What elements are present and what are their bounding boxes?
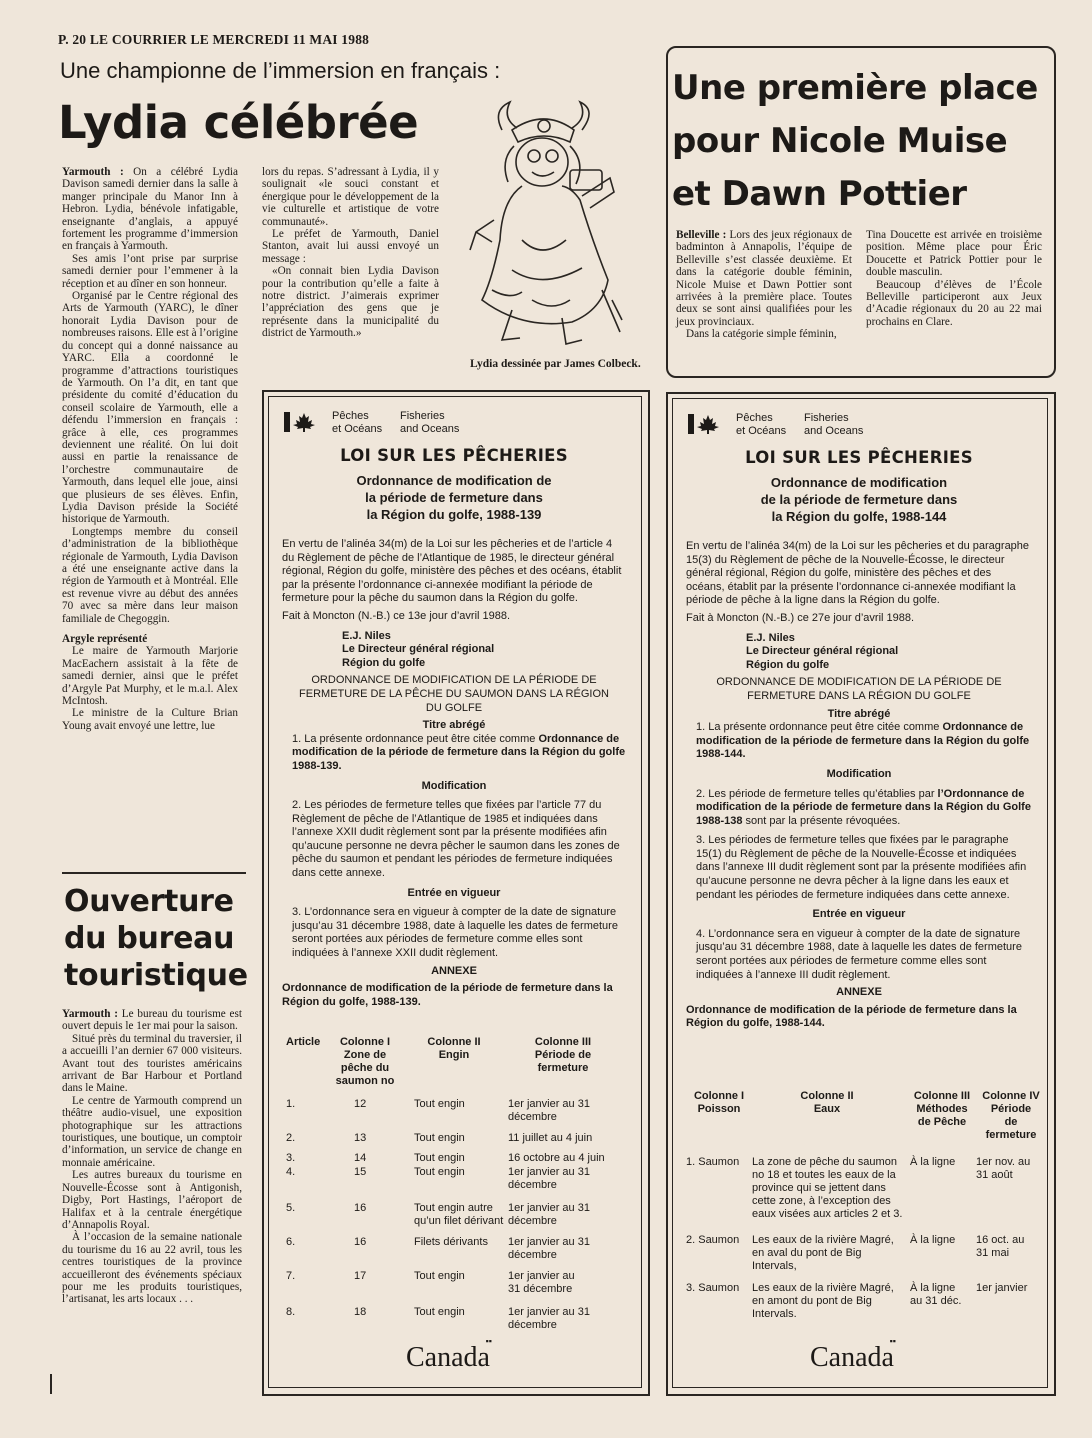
date-line: Fait à Moncton (N.-B.) ce 27e jour d’avril 1988. (686, 611, 915, 624)
heading-annexe: ANNEXE (431, 964, 477, 977)
annexe-title: Ordonnance de modification de la période de fermeture dans la Région du golfe, 1988-139. (282, 982, 613, 1008)
header-line: Poisson (697, 1103, 741, 1115)
cell-line: À la ligne (910, 1234, 956, 1246)
table-cell (286, 1270, 295, 1283)
cell-line: 11 juillet au 4 juin (508, 1132, 593, 1144)
dept-line: Fisheries (804, 412, 849, 424)
table-cell (414, 1152, 465, 1165)
masthead: P. 20 LE COURRIER LE MERCREDI 11 MAI 1988 (58, 32, 370, 47)
lydia-column-1 (62, 166, 238, 732)
cell-line: décembre (508, 1215, 557, 1227)
headline-line: Une première place (672, 68, 1038, 108)
paragraph: Les autres bureaux du tourisme en Nouvelle-Écosse sont à Antigonish, Digby, Port Hastings, l’aéroport de Halifax et à la centrale énergétique d’Annapolis Royal. (62, 1169, 242, 1231)
table-cell (414, 1236, 488, 1249)
table-cell (508, 1098, 590, 1124)
cell-line: 5. (286, 1202, 296, 1214)
paragraph: Tina Doucette est arrivée en troisième position. Même place pour Éric Doucette et Patrick Pottier pour le double masculin. (866, 229, 1042, 279)
signatory-line: Le Directeur général régional (746, 645, 899, 658)
tourisme-column (62, 1008, 242, 1306)
badminton-column-1 (676, 229, 852, 341)
item-3: 3. L’ordonnance sera en vigueur à compter de la date de signature jusqu’au 31 décembre 1988, date à laquelle les dates de fermeture seront portées aux périodes de fermeture comme elles sont indiquées à l’annexe XXII dudit règlement. (292, 906, 618, 960)
cell-line: 1. (286, 1098, 296, 1110)
cell-line: Intervals. (752, 1308, 797, 1320)
cell-line: 7. (286, 1270, 296, 1282)
order-title-line: de la période de fermeture dans (760, 492, 958, 507)
header-line: Engin (438, 1049, 470, 1061)
table-cell (752, 1234, 894, 1273)
cell-line: qu’un filet dérivant (414, 1215, 504, 1227)
table-cell (910, 1156, 955, 1169)
cell-line: 1er nov. au (976, 1156, 1031, 1168)
item-4: 4. L’ordonnance sera en vigueur à compter de la date de signature jusqu’au 31 décembre 1988, date à laquelle les dates de fermeture seront portées aux périodes de fermeture comme elles sont indiquées à l’annexe III dudit règlement. (696, 927, 1022, 981)
cell-line: en aval du pont de Big (752, 1247, 862, 1259)
dept-name-en (400, 410, 459, 436)
cell-line: 1er janvier au 31 (508, 1306, 590, 1318)
cell-line: À la ligne (910, 1156, 956, 1168)
order-title-line: la Région du golfe, 1988-139 (366, 507, 542, 522)
cell-line: 1er janvier au (508, 1270, 575, 1282)
cell-line: 16 oct. au (976, 1234, 1025, 1246)
header-line: Méthodes (916, 1103, 968, 1115)
heading-titre-abrege: Titre abrégé (422, 719, 486, 732)
paragraph: Beaucoup d’élèves de l’École Belleville participeront aux Jeux d’Acadie régionaux du 20 au 22 mai prochains en Clare. (866, 278, 1042, 328)
cell-line: 15 (354, 1166, 367, 1178)
cell-line: décembre (508, 1179, 557, 1191)
header-line: Colonne III (534, 1036, 592, 1048)
cell-line: Tout engin (414, 1270, 465, 1282)
cell-line: eaux visées aux articles 2 et 3. (752, 1208, 903, 1220)
order-title (266, 472, 642, 523)
headline-line: et Dawn Pottier (672, 174, 967, 214)
table-cell (354, 1236, 366, 1249)
cell-line: 1er janvier au 31 (508, 1236, 590, 1248)
table-cell (976, 1156, 1030, 1182)
table-cell (508, 1236, 590, 1262)
table-cell (508, 1202, 590, 1228)
cell-line: Intervals, (752, 1260, 797, 1272)
table-cell (286, 1152, 295, 1165)
item-3: 3. Les périodes de fermeture telles que fixées par le paragraphe 15(1) du Règlement de pêche de la Nouvelle-Écosse et indiquées dans l’annexe III dudit règlement sont par la présente modifiées afin qu’aucune personne ne devra pêcher à la ligne dans les eaux et pendant les périodes de fermeture indiquées dans cette annexe. (696, 834, 1027, 901)
heading-titre-abrege: Titre abrégé (827, 707, 891, 720)
table-cell (414, 1306, 465, 1319)
item-2-citation: l’Ordonnance de modification de la période de fermeture dans la Région du Golfe 1988-138 (696, 787, 1031, 827)
dept-name-fr (736, 412, 786, 438)
item-1-citation: Ordonnance de modification de la période de fermeture dans la Région du golfe 1988-139. (292, 732, 626, 772)
order-title-line: la Région du golfe, 1988-144 (771, 509, 947, 524)
paragraph: Situé près du terminal du traversier, il a accueilli l’an dernier 67 000 visiteurs. Avant tout des touristes américains arrivant de Bar Harbour et Portland dans le Maine. (62, 1032, 242, 1095)
heading-modification: Modification (826, 767, 892, 780)
table-cell (414, 1098, 465, 1111)
paragraph: Le ministre de la Culture Brian Young avait envoyé une lettre, lue (62, 707, 238, 732)
item-1: 1. La présente ordonnance peut être citée comme Ordonnance de modification de la période de fermeture dans la Région du golfe 1988-139. (292, 732, 626, 772)
canada-wordmark (810, 1336, 896, 1374)
dateline: Yarmouth : (62, 166, 124, 178)
cell-line: 8. (286, 1306, 296, 1318)
canada-flag-icon: ▪▪ (889, 1336, 896, 1346)
paragraph: Longtemps membre du conseil d’administration de la bibliothèque régionale de Yarmouth, Lydia Davison a été une enseignante active dans la région de Yarmouth et à Montréal. Elle est revenue vivre au début des années 70 avec sa mère dans leur maison familiale de Chegoggin. (62, 525, 238, 625)
headline-line: pour Nicole Muise (672, 121, 1008, 161)
cell-line: 1er janvier au 31 (508, 1202, 590, 1214)
dateline: Belleville : (676, 229, 727, 241)
cell-line: La zone de pêche du saumon (752, 1156, 897, 1168)
paragraph: Belleville : Lors des jeux régionaux de badminton à Annapolis, l’équipe de Belleville s’est classée deuxième. Et dans la catégorie double féminin, Nicole Muise et Dawn Pottier sont arrivées à la première place. Toutes deux se sont ainsi qualifiées pour les jeux provinciaux. (676, 229, 852, 328)
dept-line: Pêches (736, 412, 773, 424)
paragraph: Dans la catégorie simple féminin, (686, 328, 837, 341)
item-2: 2. Les périodes de fermeture telles que fixées par l’article 77 du Règlement de pêche de l’Atlantique de 1985 et indiquées dans l’annexe XXII dudit règlement sont par la présente modifiées afin qu’aucune personne ne devra pêcher le saumon dans les zones de pêche du saumon et pendant les périodes de fermeture indiquées dans cette annexe. (292, 799, 620, 880)
table-cell (286, 1306, 295, 1319)
column-header (330, 1036, 400, 1088)
table-cell (910, 1282, 961, 1308)
paragraph: Yarmouth : On a célébré Lydia Davison samedi dernier dans la salle à manger principale du Manor Inn à Hebron. Lydia, bénévole infatigable, enseignante d’anglais, a appuyé fortement les programme d’immersion en français à Yarmouth. (62, 166, 238, 253)
cell-line: 31 mai (976, 1247, 1010, 1259)
subhead: Argyle représenté (62, 633, 148, 646)
order-caps-title: ORDONNANCE DE MODIFICATION DE LA PÉRIODE DE FERMETURE DANS LA RÉGION DU GOLFE (716, 676, 1002, 702)
cell-line: Tout engin autre (414, 1202, 493, 1214)
order-caps-title: ORDONNANCE DE MODIFICATION DE LA PÉRIODE DE FERMETURE DE LA PÊCHE DU SAUMON DANS LA RÉGION DU GOLFE (299, 674, 609, 714)
paragraph: Yarmouth : Le bureau du tourisme est ouvert depuis le 1er mai pour la saison. (62, 1008, 242, 1033)
table-cell (354, 1166, 366, 1179)
header-line: Colonne II (427, 1036, 481, 1048)
table-cell (976, 1234, 1024, 1260)
annexe-title: Ordonnance de modification de la période de fermeture dans la Région du golfe, 1988-144. (686, 1003, 1017, 1030)
header-line: pêche du (340, 1062, 390, 1074)
cell-line: décembre (508, 1249, 557, 1261)
cell-line: 3. (286, 1152, 296, 1164)
cell-line: Tout engin (414, 1132, 465, 1144)
order-title (670, 474, 1048, 525)
table-cell (354, 1152, 366, 1165)
lydia-kicker: Une championne de l’immersion en français : (60, 58, 501, 83)
cartoon-caption: Lydia dessinée par James Colbeck. (470, 358, 641, 370)
cell-line: Les eaux de la rivière Magré, (752, 1282, 894, 1294)
preamble: En vertu de l’alinéa 34(m) de la Loi sur les pêcheries et de l’article 4 du Règlement de pêche de l’Atlantique de 1985, le directeur général régional, Région du golfe, ministère des pêches et des océans, établit par la présente l’ordonnance ci-annexée modifiant la période de fermeture pour la pêche du saumon dans la Région du golfe. (282, 538, 622, 605)
item-1: 1. La présente ordonnance peut être citée comme Ordonnance de modification de la période de fermeture dans la Région du golfe 1988-144. (696, 721, 1030, 761)
cell-line: 2. Saumon (686, 1234, 740, 1246)
lydia-cartoon-illustration (462, 100, 627, 350)
tourisme-headline (64, 883, 254, 994)
header-line: Colonne I (339, 1036, 391, 1048)
header-line: Colonne III (913, 1090, 971, 1102)
header-line: Eaux (813, 1103, 841, 1115)
canada-wordmark (406, 1336, 492, 1374)
section-divider (62, 872, 246, 874)
signatory-line: Région du golfe (342, 656, 426, 669)
headline-line: touristique (64, 958, 248, 993)
table-cell (414, 1202, 503, 1228)
cell-line: décembre (508, 1319, 557, 1331)
lydia-column-2 (262, 166, 439, 340)
item-2: 2. Les période de fermeture telles qu’établies par l’Ordonnance de modification de la période de fermeture dans la Région du Golfe 1988-138 sont par la présente révoquées. (696, 787, 1031, 827)
table-cell (508, 1306, 590, 1332)
signatory-line: E.J. Niles (342, 629, 391, 642)
date-line: Fait à Moncton (N.-B.) ce 13e jour d’avril 1988. (282, 609, 511, 622)
dept-name-en (804, 412, 863, 438)
signatory-line: Région du golfe (746, 658, 830, 671)
cell-line: 4. (286, 1166, 296, 1178)
cell-line: Les eaux de la rivière Magré, (752, 1234, 894, 1246)
table-cell (354, 1098, 366, 1111)
signatory (746, 632, 1032, 673)
canada-wordmark-text: Canada (406, 1342, 490, 1373)
signatory (342, 630, 626, 671)
table-cell (910, 1234, 955, 1247)
signatory-line: E.J. Niles (746, 631, 795, 644)
badminton-headline (672, 62, 1052, 221)
table-cell (286, 1202, 295, 1215)
cell-line: À la ligne (910, 1282, 956, 1294)
paragraph: Le centre de Yarmouth comprend un théâtre audio-visuel, une exposition photographique sur les attractions touristiques, une boutique, un comptoir d’information, un service de change en monnaie américaine. (62, 1094, 242, 1169)
cell-line: no 18 et toutes les eaux de la (752, 1169, 896, 1181)
paragraph: À l’occasion de la semaine nationale du tourisme du 16 au 22 avril, tous les centres touristiques de la province accueilleront des événements spéciaux pour me les produits touristiques, l’artisanat, les arts locaux . . . (62, 1231, 242, 1306)
paragraph: lors du repas. S’adressant à Lydia, il y soulignait «le souci constant et énergique pour le développement de la vie culturelle et artistique de votre communauté». (262, 166, 439, 228)
column-header (752, 1090, 902, 1116)
order-title-line: Ordonnance de modification (770, 475, 948, 490)
cell-line: 17 (354, 1270, 367, 1282)
table-cell (354, 1270, 366, 1283)
table-cell (508, 1152, 605, 1165)
table-cell (286, 1236, 295, 1249)
column-header (910, 1090, 974, 1129)
header-line: Colonne I (693, 1090, 745, 1102)
cell-line: 1er janvier (976, 1282, 1028, 1294)
dept-name-fr (332, 410, 382, 436)
cell-line: 1. Saumon (686, 1156, 740, 1168)
dateline: Yarmouth : (62, 1008, 118, 1020)
table-cell (752, 1282, 894, 1321)
cell-line: 1er janvier au 31 (508, 1166, 590, 1178)
order-title-line: Ordonnance de modification de (356, 473, 552, 488)
heading-entree: Entrée en vigueur (407, 886, 501, 899)
column-header (976, 1090, 1046, 1142)
annexe-table (686, 1090, 1040, 1322)
cell-line: au 31 déc. (910, 1295, 962, 1307)
table-cell (286, 1166, 295, 1179)
headline-line: du bureau (64, 921, 235, 956)
cell-line: 1er janvier au 31 (508, 1098, 590, 1110)
table-cell (354, 1306, 366, 1319)
item-1-citation: Ordonnance de modification de la période de fermeture dans la Région du golfe 1988-144. (696, 721, 1030, 761)
cell-line: 12 (354, 1098, 367, 1110)
headline-line: Ouverture (64, 884, 234, 919)
cell-line: 16 octobre au 4 juin (508, 1152, 605, 1164)
paragraph: «On connait bien Lydia Davison pour la contribution qu’elle a faite à notre district. J’aimerais exprimer l’appréciation des gens que je représente dans la municipalité du district de Yarmouth.» (262, 265, 439, 340)
header-line: fermeture (985, 1129, 1037, 1141)
table-cell (354, 1132, 366, 1145)
column-header (414, 1036, 494, 1062)
cell-line: en amont du pont de Big (752, 1295, 872, 1307)
cell-line: 6. (286, 1236, 296, 1248)
dept-line: Pêches (332, 410, 369, 422)
paragraph: Le maire de Yarmouth Marjorie MacEachern assistait à la fête de samedi dernier, ainsi que le préfet d’Argyle Pat Murphy, et le m.a.l. Alex McIntosh. (62, 645, 238, 708)
cell-line: 16 (354, 1202, 367, 1214)
table-cell (414, 1166, 465, 1179)
table-cell (354, 1202, 366, 1215)
dept-line: and Oceans (804, 425, 864, 437)
paragraph: Organisé par le Centre régional des Arts de Yarmouth (YARC), le dîner honorait Lydia Davison pour de nombreuses raisons. Elle est à l’origine du concept qui a donné naissance au YARC. Ella a coordonné le programme d’attractions touristiques de Yarmouth. On l’a dit, en tant que présidente du comité d’éducation du conseil scolaire de Yarmouth, elle a défendu l’immersion en français : grâce à elle, ces programmes deviennent une réalité. On lui doit aussi en partie la renaissance de l’orchestre communautaire de Yarmouth, dans lequel elle joue, ainsi que plusieurs de ses élèves. Enfin, Lydia Davison préside la Société historique de Yarmouth. (62, 290, 238, 526)
table-cell (414, 1270, 465, 1283)
cell-line: 16 (354, 1236, 367, 1248)
cell-line: 31 décembre (508, 1283, 573, 1295)
table-cell (508, 1270, 575, 1296)
table-cell (976, 1282, 1027, 1295)
paragraph: Le préfet de Yarmouth, Daniel Stanton, avait lui aussi envoyé un message : (262, 228, 439, 265)
cell-line: 18 (354, 1306, 367, 1318)
heading-entree: Entrée en vigueur (812, 908, 906, 921)
canada-wordmark-text: Canada (810, 1342, 894, 1373)
notice-body (282, 538, 626, 1009)
table-cell (686, 1234, 739, 1247)
dept-line: and Oceans (400, 423, 460, 435)
table-cell (286, 1132, 295, 1145)
cell-line: Tout engin (414, 1152, 465, 1164)
heading-annexe: ANNEXE (836, 986, 882, 999)
dept-line: Fisheries (400, 410, 445, 422)
cell-line: Tout engin (414, 1166, 465, 1178)
column-header (286, 1036, 330, 1049)
cell-line: 14 (354, 1152, 367, 1164)
table-cell (752, 1156, 902, 1221)
cell-line: Tout engin (414, 1306, 465, 1318)
lydia-headline: Lydia célébrée (58, 96, 419, 149)
cell-line: 2. (286, 1132, 296, 1144)
order-title-line: la période de fermeture dans (365, 490, 543, 505)
cell-line: Filets dérivants (414, 1236, 488, 1248)
cell-line: province qui se jettent dans (752, 1182, 886, 1194)
cell-line: 31 août (976, 1169, 1013, 1181)
notice-body (686, 540, 1032, 1031)
header-line: de (1004, 1116, 1018, 1128)
header-line: Zone de (343, 1049, 387, 1061)
signatory-line: Le Directeur général régional (342, 643, 495, 656)
column-header (508, 1036, 618, 1075)
table-cell (414, 1132, 465, 1145)
cell-line: décembre (508, 1111, 557, 1123)
cell-line: 13 (354, 1132, 367, 1144)
table-cell (508, 1132, 592, 1145)
header-line: Article (286, 1036, 321, 1048)
cell-line: cette zone, à l’exception des (752, 1195, 891, 1207)
header-line: Période (990, 1103, 1032, 1115)
bottom-rule (50, 1374, 52, 1394)
act-title: LOI SUR LES PÊCHERIES (340, 446, 568, 465)
canada-flag-icon: ▪▪ (485, 1336, 492, 1346)
header-line: Colonne IV (982, 1090, 1040, 1102)
preamble: En vertu de l’alinéa 34(m) de la Loi sur les pêcheries et du paragraphe 15(3) du Règlement de pêche de la Nouvelle-Écosse, le directeur général régional, Région du golfe, ministère des pêches et des océans, établit par la présente l’ordonnance ci-annexée modifiant la période de pêche à la ligne dans la Région du golfe. (686, 540, 1030, 607)
header-line: Période de fermeture (534, 1049, 592, 1074)
header-line: de Pêche (917, 1116, 967, 1128)
dept-line: et Océans (736, 425, 787, 437)
act-title: LOI SUR LES PÊCHERIES (745, 448, 973, 467)
table-cell (508, 1166, 590, 1192)
badminton-column-2 (866, 229, 1042, 328)
cell-line: 3. Saumon (686, 1282, 740, 1294)
canada-flag-icon (284, 412, 318, 432)
header-line: saumon no (335, 1075, 395, 1087)
table-cell (286, 1098, 295, 1111)
heading-modification: Modification (421, 779, 487, 792)
paragraph: Ses amis l’ont prise par surprise samedi dernier pour l’emmener à la réception et au dîner en son honneur. (62, 252, 238, 290)
column-header (686, 1090, 752, 1116)
dept-line: et Océans (332, 423, 383, 435)
table-cell (686, 1282, 739, 1295)
cell-line: Tout engin (414, 1098, 465, 1110)
table-cell (686, 1156, 739, 1169)
header-line: Colonne II (800, 1090, 854, 1102)
canada-flag-icon (688, 414, 722, 434)
annexe-table (282, 1036, 626, 1346)
